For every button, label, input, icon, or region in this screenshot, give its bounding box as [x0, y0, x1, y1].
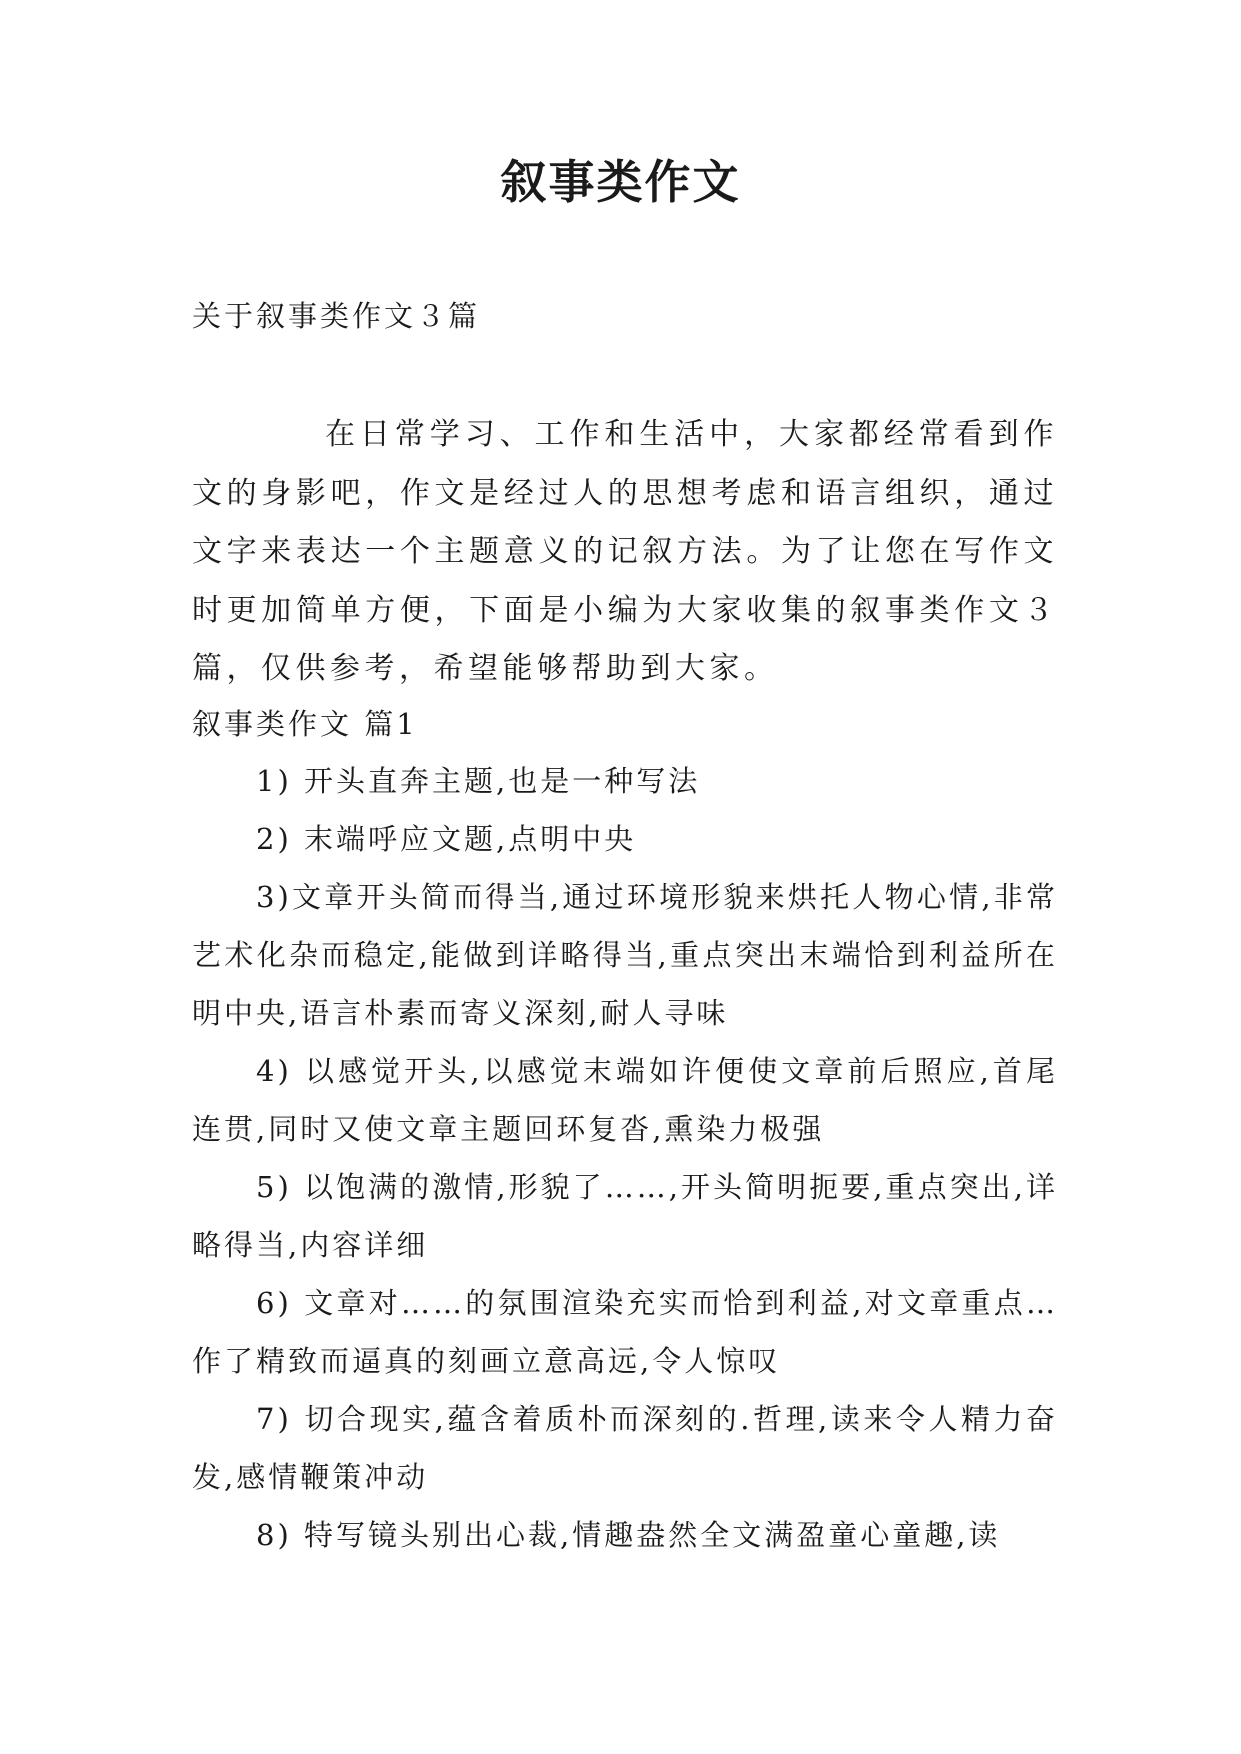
- intro-paragraph: 在日常学习、工作和生活中，大家都经常看到作文的身影吧，作文是经过人的思想考虑和语言组织，通过文字来表达一个主题意义的记叙方法。为了让您在写作文时更加简单方便，下面是小编为大家收集的叙事类作文３篇，仅供参考，希望能够帮助到大家。: [192, 417, 1058, 686]
- list-item: 5) 以饱满的激情,形貌了……,开头简明扼要,重点突出,详略得当,内容详细: [192, 1170, 1058, 1262]
- document-title: 叙事类作文: [500, 155, 741, 209]
- section-heading: 叙事类作文 篇1: [192, 707, 418, 741]
- list-item: 8) 特写镜头别出心裁,情趣盎然全文满盈童心童趣,读: [256, 1518, 1001, 1552]
- list-item: 1) 开头直奔主题,也是一种写法: [256, 764, 701, 798]
- list-item: 6) 文章对……的氛围渲染充实而恰到利益,对文章重点…作了精致而逼真的刻画立意高远,令人惊叹: [192, 1286, 1058, 1378]
- document-subtitle: 关于叙事类作文３篇: [192, 299, 481, 333]
- tips-list: [192, 752, 1058, 1564]
- list-item: 7) 切合现实,蕴含着质朴而深刻的.哲理,读来令人精力奋发,感情鞭策冲动: [192, 1402, 1058, 1494]
- list-item: 2) 末端呼应文题,点明中央: [256, 822, 637, 856]
- list-item: 4) 以感觉开头,以感觉末端如许便使文章前后照应,首尾连贯,同时又使文章主题回环复沓,熏染力极强: [192, 1054, 1058, 1146]
- list-item: 3)文章开头简而得当,通过环境形貌来烘托人物心情,非常艺术化杂而稳定,能做到详略得当,重点突出末端恰到利益所在明中央,语言朴素而寄义深刻,耐人寻味: [192, 880, 1058, 1030]
